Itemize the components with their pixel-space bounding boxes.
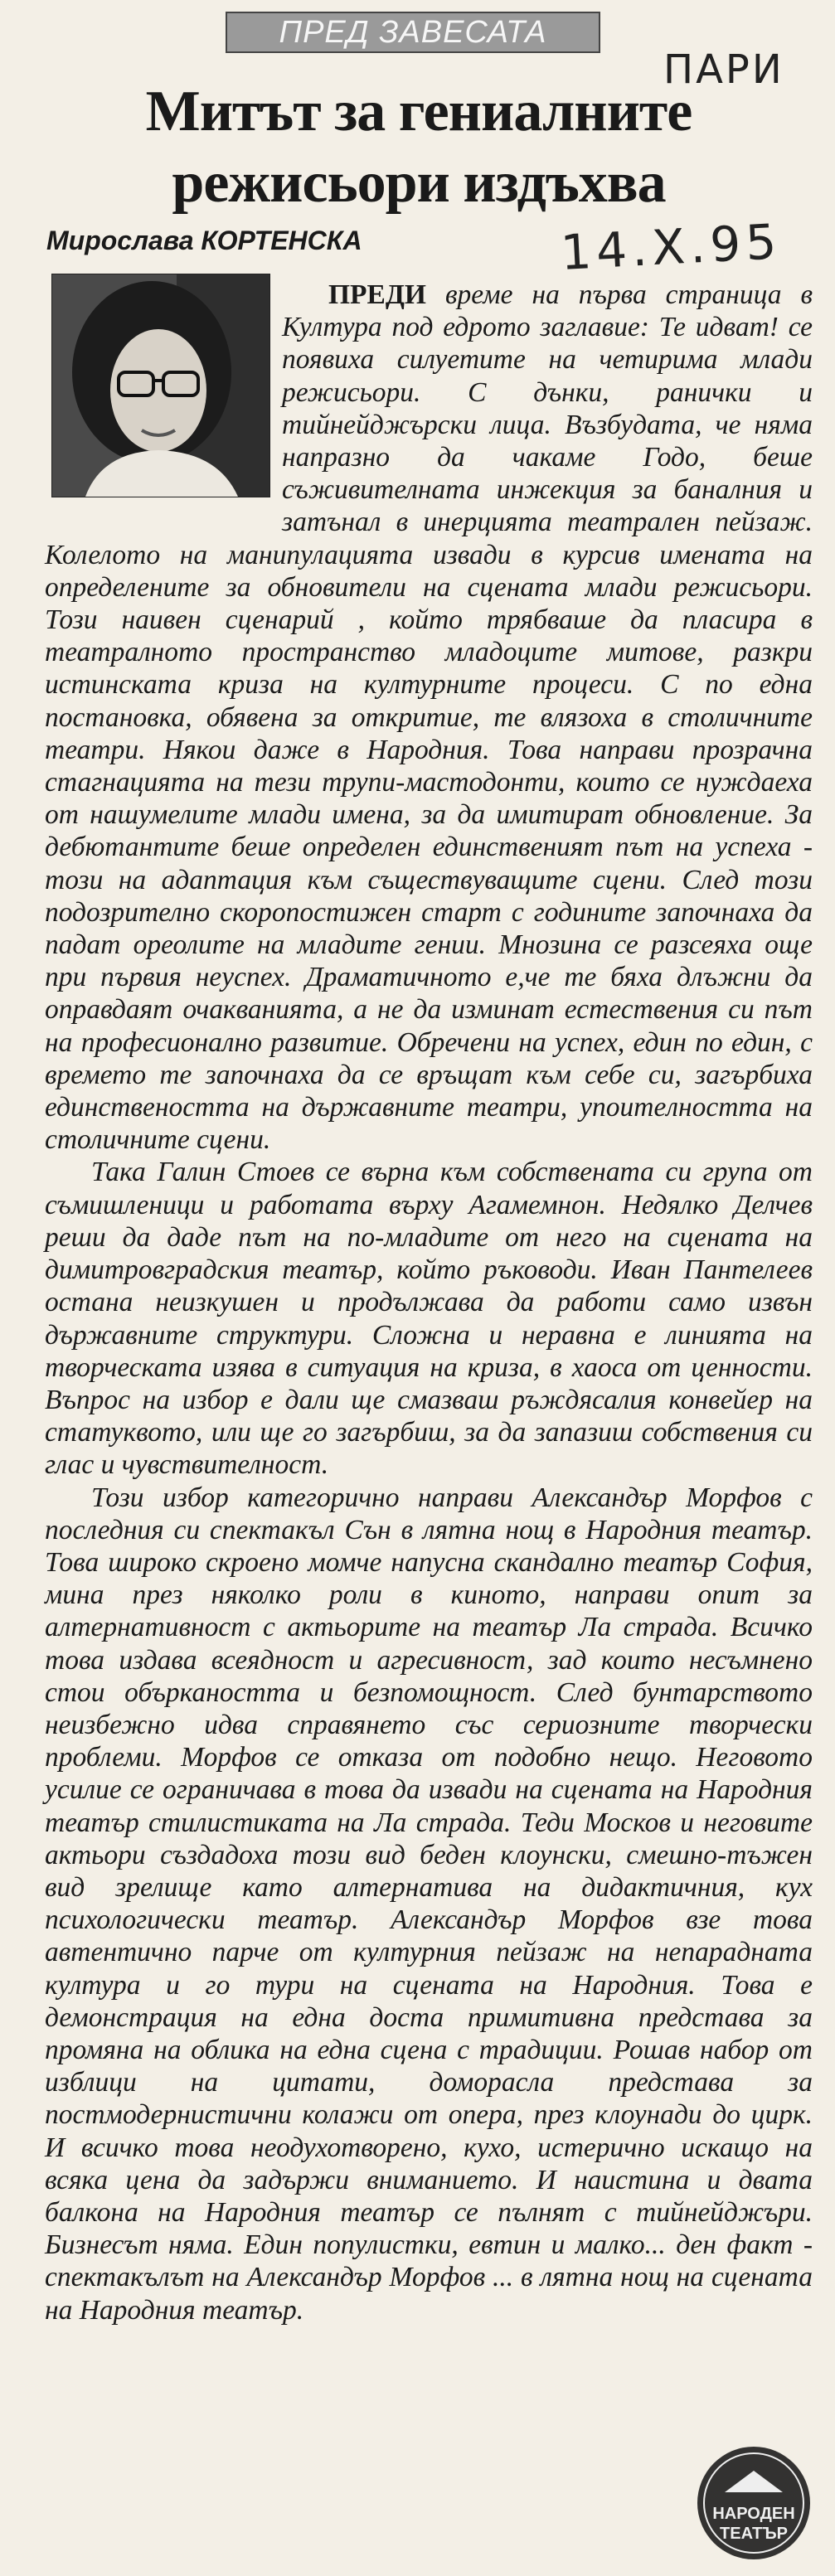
paragraph-1-text: време на първа страница в Култура под едрото заглавие: Те идват! се появиха силуетите на четирима млади режисьори. С дънки, ранички и тийнейджърски лица. Възбудата, че няма напразно да чакаме Годо, беше съживителната инжекция за баналния и затънал в инерцията театрален пейзаж. Колелото на манипулацията извади в курсив имената на определените за обновители на сцената млади режисьори. Този наивен сценарий , който трябваше да пласира в театралното пространство младоците митове, разкри истинската криза на културните процеси. С по една постановка, обявена за откритие, те влязоха в столичните театри. Някои даже в Народния. Това направи прозрачна стагнацията на тези трупи-мастодонти, които се нуждаеха от нашумелите млади имена, за да имитират обновление. За дебютантите беше определен единственият път на успеха - този на адаптация към съществуващите сцени. След този подозрително скоропостижен старт с годините започнаха да падат ореолите на младите гении. Мнозина се разсеяха още при първия неуспех. Драматичното е,че те бяха длъжни да оправдаят очакванията, а не да изминат естествения си път на професионално развитие. Обречени на успех, един по един, с времето те започнаха да се връщат към себе си, загърбиха единствеността на държавните театри, упоитeлността на столичните сцени.: [45, 279, 813, 1156]
national-theatre-stamp: [692, 2441, 816, 2565]
headline: [33, 76, 804, 219]
lead-word: ПРЕДИ: [328, 279, 426, 310]
headline-line-2: режисьори издъхва: [172, 151, 666, 215]
rubric-banner: [226, 12, 600, 53]
handwritten-source-note: ПАРИ: [663, 46, 784, 93]
handwritten-date: 14.Х.95: [559, 213, 783, 281]
stamp-line-1: НАРОДЕН: [712, 2505, 795, 2523]
photo-wrap-spacer: [45, 279, 282, 507]
headline-line-1: Митът за гениалните: [145, 80, 692, 143]
article-paragraph-2: Така Галин Стоев се върна към собствената си група от съмишленици и работата върху Агамемнон. Недялко Делчев реши да даде път на по-младите от него на сцената на димитровградския театър, който ръководи. Иван Пантелеев остана неизкушен и продължава да работи само извън държавните структури. Сложна и неравна е линията на творческата изява в ситуация на криза, в хаоса от ценности. Въпрос на избор е дали ще смазваш ръждясалия конвейер на статуквото, или ще го загърбиш, за да запазиш собствения си глас и чувствителност.: [45, 1157, 813, 1481]
article-paragraph-3: Този избор категорично направи Александър Морфов с последния си спектакъл Сън в лятна нощ в Народния театър. Това широко скроено момче напусна скандално театър София, мина през няколко роли в киното, направи опит за алтернативност с актьорите на театър Ла страда. Всичко това издава всеядност и агресивност, зад които несъмнено стои объркаността и безпомощност. След бунтарството неизбежно идва справянето със сериозните творчески проблеми. Морфов се отказа от подобно нещо. Неговото усилие се ограничава в това да извади на сцената на Народния театър стилистиката на Ла страда. Теди Москов и неговите актьори създадоха този вид беден клоунски, смешно-тъжен вид зрелище като алтернатива на дидактичния, кух психологически театър. Александър Морфов взе това автентично парче от културния пейзаж на непарадната култура и го тури на сцената на Народния. Това е демонстрация на една доста примитивна представа за промяна на облика на една сцена с традиции. Рошав набор от изблици на цитати, доморасла представа за постмодернистични колажи от опера, през клоунади до цирк. И всичко това неодухотворено, кухо, истерично искащо на всяка цена да задържи вниманието. И наистина и двата балкона на Народния театър се пълнят с тийнейджъри. Бизнесът няма. Един популистки, евтин и малко... ден факт - спектакълът на Александър Морфов ... в лятна нощ на сцената на Народния театър.: [45, 1482, 813, 2326]
stamp-line-2: ТЕАТЪР: [720, 2525, 788, 2543]
stamp-emblem: [692, 2441, 816, 2565]
rubric-label: ПРЕД ЗАВЕСАТА: [279, 15, 547, 50]
byline: Мирослава КОРТЕНСКА: [46, 226, 362, 255]
article-body: [45, 279, 813, 2326]
